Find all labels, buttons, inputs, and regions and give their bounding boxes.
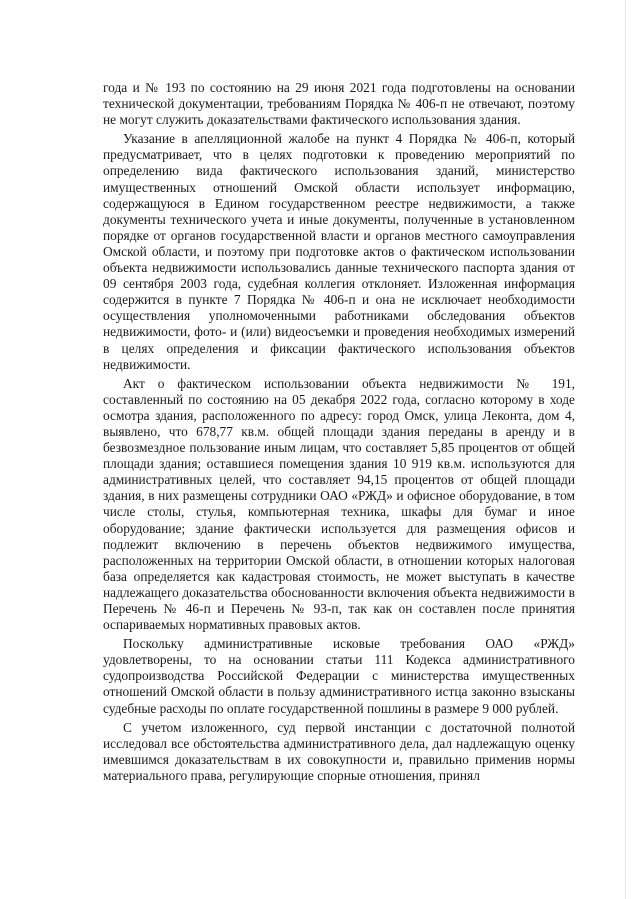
document-body — [103, 80, 575, 787]
paragraph-3: Акт о фактическом использовании объекта недвижимости № 191, составленный по состоянию на 05 декабря 2022 года, согласно которому в ходе осмотра здания, расположенного по адресу: город Омск, улица Леконта, дом 4, выявлено, что 678,77 кв.м. общей площади здания переданы в аренду и в безвозмездное пользование иным лицам, что составляет 5,85 процентов от общей площади здания; оставшиеся помещения здания 10 919 кв.м. используются для административных целей, что составляет 94,15 процентов от общей площади здания, в них размещены сотрудники ОАО «РЖД» и офисное оборудование, в том числе столы, стулья, компьютерная техника, шкафы для бумаг и иное оборудование; здание фактически используется для размещения офисов и подлежит включению в перечень объектов недвижимого имущества, расположенных на территории Омской области, в отношении которых налоговая база определяется как кадастровая стоимость, не может выступать в качестве надлежащего доказательства обоснованности включения объекта недвижимости в Перечень № 46-п и Перечень № 93-п, так как он составлен после принятия оспариваемых нормативных правовых актов. — [103, 375, 575, 633]
paragraph-1: года и № 193 по состоянию на 29 июня 2021 года подготовлены на основании технической документации, требованиям Порядка № 406-п не отвечают, поэтому не могут служить доказательствами фактического использования здания. — [103, 80, 575, 128]
paragraph-5: С учетом изложенного, суд первой инстанции с достаточной полнотой исследовал все обстоятельства административного дела, дал надлежащую оценку имевшимся доказательствам в их совокупности и, правильно применив нормы материального права, регулирующие спорные отношения, принял — [103, 719, 575, 783]
paragraph-4: Поскольку административные исковые требования ОАО «РЖД» удовлетворены, то на основании статьи 111 Кодекса административного судопроизводства Российской Федерации с министерства имущественных отношений Омской области в пользу административного истца законно взысканы судебные расходы по оплате государственной пошлины в размере 9 000 рублей. — [103, 636, 575, 716]
paragraph-2: Указание в апелляционной жалобе на пункт 4 Порядка № 406-п, который предусматривает, что в целях подготовки к проведению мероприятий по определению вида фактического использования зданий, министерство имущественных отношений Омской области использует информацию, содержащуюся в Едином государственном реестре недвижимости, а также документы технического учета и иные документы, полученные в установленном порядке от органов государственной власти и органов местного самоуправления Омской области, и поэтому при подготовке актов о фактическом использовании объекта недвижимости использовались данные технического паспорта здания от 09 сентября 2003 года, судебная коллегия отклоняет. Изложенная информация содержится в пункте 7 Порядка № 406-п и она не исключает необходимости осуществления уполномоченными работниками обследования объектов недвижимости, фото- и (или) видеосъемки и проведения необходимых измерений в целях определения и фиксации фактического использования объектов недвижимости. — [103, 131, 575, 372]
scan-edge-line — [625, 0, 626, 899]
